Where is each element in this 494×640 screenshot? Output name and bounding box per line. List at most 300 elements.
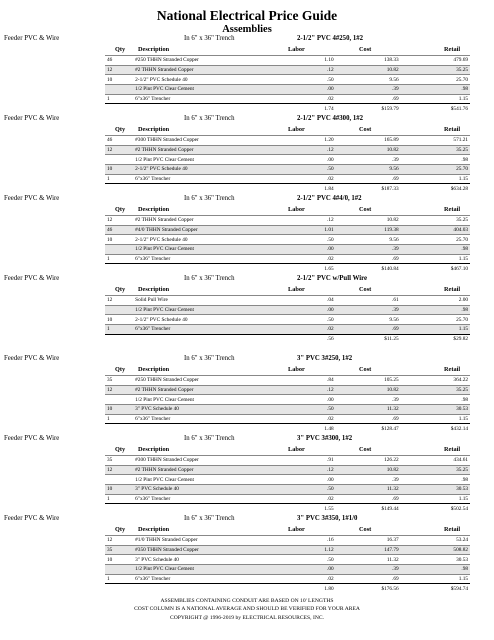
table-row [105,395,470,405]
col-description: Description [138,126,170,133]
total-labor: 1.74 [264,104,335,113]
cell-qty: 1 [105,254,133,264]
col-qty: Qty [115,206,126,213]
items-table [105,215,470,273]
cell-description: 6"x36" Trencher [133,174,264,184]
cell-retail: 1.15 [401,494,470,504]
table-row [105,465,470,475]
section-header [4,274,490,284]
cell-retail: 404.03 [401,225,470,235]
cell-cost: 138.33 [336,56,401,66]
assembly-section [4,114,490,194]
cell-cost: .69 [336,174,401,184]
total-cost: $149.44 [336,504,401,513]
table-row [105,536,470,546]
cell-cost: .39 [336,305,401,315]
cell-description: 1/2 Pint PVC Clear Cement [133,565,264,575]
cell-retail: 1.15 [401,574,470,584]
cell-qty: 1 [105,574,133,584]
section-category: Feeder PVC & Wire [4,355,60,362]
col-qty: Qty [115,446,126,453]
section-header [4,434,490,444]
cell-labor: .12 [264,465,335,475]
col-qty: Qty [115,366,126,373]
cell-description: 6"x36" Trencher [133,574,264,584]
cell-qty: 12 [105,145,133,155]
assembly-name: 2-1/2" PVC w/Pull Wire [297,275,368,282]
table-row [105,485,470,495]
section-trench: In 6" x 36" Trench [184,275,235,282]
cell-description: #1/0 THHN Stranded Copper [133,536,264,546]
cell-labor: .04 [264,296,335,306]
table-row [105,494,470,504]
assembly-section [4,434,490,514]
cell-labor: .02 [264,494,335,504]
cell-description: 6"x36" Trencher [133,414,264,424]
cell-cost: 10.82 [336,145,401,155]
section-category: Feeder PVC & Wire [4,515,60,522]
cell-cost: 11.32 [336,485,401,495]
cell-description: 3" PVC Schedule 40 [133,485,264,495]
cell-retail: 25.70 [401,235,470,245]
cell-qty: 46 [105,136,133,146]
col-qty: Qty [115,526,126,533]
cell-qty: 10 [105,75,133,85]
col-labor: Labor [288,126,305,133]
col-description: Description [138,446,170,453]
cell-labor: 1.20 [264,136,335,146]
table-row [105,555,470,565]
table-row [105,565,470,575]
cell-labor: .02 [264,174,335,184]
total-row [105,504,470,513]
section-category: Feeder PVC & Wire [4,195,60,202]
cell-cost: .69 [336,414,401,424]
cell-qty: 1 [105,414,133,424]
column-headers [4,125,490,135]
cell-retail: 35.25 [401,145,470,155]
col-cost: Cost [359,46,372,53]
cell-qty: 46 [105,225,133,235]
total-retail: $29.82 [401,334,470,343]
cell-description: #2 THHN Stranded Copper [133,465,264,475]
table-row [105,296,470,306]
cell-retail: 364.22 [401,376,470,386]
col-retail: Retail [444,206,461,213]
cell-qty: 12 [105,65,133,75]
cell-description: 1/2 Pint PVC Clear Cement [133,395,264,405]
cell-cost: 165.89 [336,136,401,146]
cell-cost: .69 [336,494,401,504]
cell-qty [105,155,133,165]
cell-labor: .84 [264,376,335,386]
cell-labor: .00 [264,565,335,575]
cell-qty [105,565,133,575]
table-row [105,65,470,75]
col-cost: Cost [359,366,372,373]
assembly-name: 3" PVC 3#300, 1#2 [297,435,353,442]
cell-labor: .00 [264,305,335,315]
cell-qty [105,395,133,405]
cell-retail: 25.70 [401,75,470,85]
cell-retail: 25.70 [401,165,470,175]
cell-labor: .50 [264,405,335,415]
cell-retail: 35.25 [401,465,470,475]
total-row [105,424,470,433]
section-header [4,34,490,44]
cell-qty: 35 [105,545,133,555]
footer-notes [0,597,494,622]
cell-labor: .00 [264,475,335,485]
cell-retail: 2.00 [401,296,470,306]
cell-cost: .61 [336,296,401,306]
total-retail: $594.74 [401,584,470,593]
section-header [4,114,490,124]
cell-description: #4/0 THHN Stranded Copper [133,225,264,235]
cell-qty: 35 [105,376,133,386]
cell-cost: 119.38 [336,225,401,235]
items-table [105,535,470,593]
table-row [105,145,470,155]
section-trench: In 6" x 36" Trench [184,35,235,42]
assembly-section [4,514,490,594]
footer-line: COST COLUMN IS A NATIONAL AVERAGE AND SHOULD BE VERIFIED FOR YOUR AREA [134,606,360,613]
section-header [4,354,490,364]
cell-cost: 9.56 [336,75,401,85]
cell-retail: 479.69 [401,56,470,66]
cell-retail: 508.82 [401,545,470,555]
cell-qty [105,475,133,485]
col-retail: Retail [444,126,461,133]
section-category: Feeder PVC & Wire [4,275,60,282]
items-table [105,455,470,513]
cell-retail: 1.15 [401,94,470,104]
cell-retail: .98 [401,395,470,405]
section-trench: In 6" x 36" Trench [184,195,235,202]
cell-description: 6"x36" Trencher [133,325,264,335]
cell-retail: 30.53 [401,555,470,565]
cell-cost: 16.37 [336,536,401,546]
cell-cost: 9.56 [336,165,401,175]
cell-retail: .98 [401,475,470,485]
items-table [105,135,470,193]
cell-qty: 10 [105,555,133,565]
cell-description: #2 THHN Stranded Copper [133,145,264,155]
col-qty: Qty [115,126,126,133]
col-labor: Labor [288,446,305,453]
col-cost: Cost [359,126,372,133]
cell-retail: .98 [401,245,470,255]
cell-cost: .39 [336,475,401,485]
col-labor: Labor [288,366,305,373]
cell-cost: 10.82 [336,385,401,395]
assembly-name: 3" PVC 3#350, 1#1/0 [297,515,358,522]
column-headers [4,205,490,215]
cell-cost: .69 [336,325,401,335]
cell-description: 2-1/2" PVC Schedule 40 [133,235,264,245]
cell-cost: .39 [336,395,401,405]
cell-description: #2 THHN Stranded Copper [133,385,264,395]
cell-qty: 1 [105,94,133,104]
assembly-name: 2-1/2" PVC 4#300, 1#2 [297,115,364,122]
total-labor: 1.55 [264,504,335,513]
col-description: Description [138,46,170,53]
cell-labor: .12 [264,216,335,226]
cell-cost: .69 [336,254,401,264]
cell-retail: 30.53 [401,485,470,495]
items-table [105,375,470,433]
cell-labor: 1.10 [264,56,335,66]
table-row [105,545,470,555]
cell-labor: .02 [264,254,335,264]
cell-retail: .98 [401,155,470,165]
table-row [105,414,470,424]
table-row [105,385,470,395]
section-category: Feeder PVC & Wire [4,115,60,122]
section-trench: In 6" x 36" Trench [184,355,235,362]
cell-retail: 1.15 [401,325,470,335]
total-labor: 1.84 [264,184,335,193]
cell-labor: .00 [264,245,335,255]
cell-labor: .50 [264,485,335,495]
cell-retail: .98 [401,305,470,315]
cell-labor: .12 [264,385,335,395]
assembly-section [4,354,490,434]
footer-line: ASSEMBLIES CONTAINING CONDUIT ARE BASED ON 10' LENGTHS [160,598,334,604]
section-header [4,194,490,204]
cell-retail: 25.70 [401,315,470,325]
cell-description: 2-1/2" PVC Schedule 40 [133,75,264,85]
cell-labor: .12 [264,145,335,155]
total-retail: $432.14 [401,424,470,433]
total-labor: 1.65 [264,264,335,273]
table-row [105,174,470,184]
cell-description: 1/2 Pint PVC Clear Cement [133,245,264,255]
table-row [105,325,470,335]
table-row [105,235,470,245]
col-retail: Retail [444,46,461,53]
cell-qty: 46 [105,56,133,66]
cell-description: 1/2 Pint PVC Clear Cement [133,155,264,165]
cell-labor: .16 [264,536,335,546]
cell-cost: .39 [336,85,401,95]
cell-cost: 9.56 [336,235,401,245]
total-cost: $187.33 [336,184,401,193]
assembly-name: 3" PVC 3#250, 1#2 [297,355,353,362]
total-labor: 1.80 [264,584,335,593]
col-description: Description [138,366,170,373]
cell-labor: .50 [264,315,335,325]
cell-retail: 1.15 [401,254,470,264]
cell-qty: 10 [105,235,133,245]
cell-qty: 10 [105,165,133,175]
cell-labor: .12 [264,65,335,75]
cell-labor: .00 [264,85,335,95]
total-labor: .56 [264,334,335,343]
section-category: Feeder PVC & Wire [4,35,60,42]
cell-description: 2-1/2" PVC Schedule 40 [133,165,264,175]
table-row [105,165,470,175]
assembly-name: 2-1/2" PVC 4#250, 1#2 [297,35,364,42]
page-subtitle: Assemblies [222,24,272,35]
assembly-section [4,34,490,114]
cell-labor: .00 [264,395,335,405]
col-retail: Retail [444,366,461,373]
cell-cost: 10.82 [336,465,401,475]
table-row [105,245,470,255]
cell-qty: 12 [105,296,133,306]
cell-description: 1/2 Pint PVC Clear Cement [133,475,264,485]
column-headers [4,45,490,55]
cell-qty: 12 [105,536,133,546]
items-table [105,55,470,113]
total-cost: $140.84 [336,264,401,273]
col-description: Description [138,526,170,533]
table-row [105,475,470,485]
column-headers [4,365,490,375]
table-row [105,94,470,104]
table-row [105,216,470,226]
total-row [105,184,470,193]
cell-cost: .39 [336,155,401,165]
cell-cost: 9.56 [336,315,401,325]
total-cost: $128.47 [336,424,401,433]
cell-retail: 571.21 [401,136,470,146]
total-retail: $634.28 [401,184,470,193]
cell-retail: .98 [401,565,470,575]
cell-labor: 1.12 [264,545,335,555]
col-labor: Labor [288,526,305,533]
cell-labor: 1.01 [264,225,335,235]
cell-cost: .69 [336,574,401,584]
cell-labor: .02 [264,94,335,104]
total-row [105,264,470,273]
cell-qty [105,245,133,255]
col-cost: Cost [359,446,372,453]
table-row [105,75,470,85]
section-trench: In 6" x 36" Trench [184,515,235,522]
cell-description: #2 THHN Stranded Copper [133,65,264,75]
cell-labor: .02 [264,574,335,584]
page-title: National Electrical Price Guide [156,8,338,23]
cell-cost: 105.25 [336,376,401,386]
table-row [105,305,470,315]
cell-retail: 35.25 [401,385,470,395]
column-headers [4,525,490,535]
col-description: Description [138,206,170,213]
cell-retail: 53.24 [401,536,470,546]
cell-qty: 12 [105,216,133,226]
items-table [105,295,470,343]
section-header [4,514,490,524]
table-row [105,136,470,146]
cell-qty: 35 [105,456,133,466]
cell-retail: 35.25 [401,65,470,75]
cell-description: 6"x36" Trencher [133,254,264,264]
cell-retail: .98 [401,85,470,95]
table-row [105,56,470,66]
cell-description: 1/2 Pint PVC Clear Cement [133,305,264,315]
cell-description: 6"x36" Trencher [133,94,264,104]
cell-qty: 12 [105,465,133,475]
cell-description: Solid Pull Wire [133,296,264,306]
cell-cost: 11.32 [336,405,401,415]
col-labor: Labor [288,286,305,293]
cell-description: #300 THHN Stranded Copper [133,136,264,146]
total-cost: $176.56 [336,584,401,593]
col-retail: Retail [444,526,461,533]
table-row [105,155,470,165]
total-row [105,334,470,343]
table-row [105,85,470,95]
total-row [105,104,470,113]
cell-labor: .00 [264,155,335,165]
cell-qty: 10 [105,485,133,495]
cell-retail: 1.15 [401,174,470,184]
cell-cost: .39 [336,245,401,255]
cell-labor: .50 [264,555,335,565]
cell-qty [105,85,133,95]
cell-qty: 1 [105,494,133,504]
col-retail: Retail [444,446,461,453]
cell-cost: 126.22 [336,456,401,466]
section-trench: In 6" x 36" Trench [184,115,235,122]
table-row [105,225,470,235]
cell-labor: .50 [264,235,335,245]
total-row [105,584,470,593]
cell-labor: .91 [264,456,335,466]
cell-cost: .69 [336,94,401,104]
assembly-section [4,194,490,274]
cell-description: 3" PVC Schedule 40 [133,555,264,565]
col-cost: Cost [359,206,372,213]
col-labor: Labor [288,206,305,213]
assembly-section [4,274,490,354]
table-row [105,315,470,325]
table-row [105,574,470,584]
column-headers [4,445,490,455]
cell-retail: 30.53 [401,405,470,415]
cell-qty: 10 [105,405,133,415]
cell-description: #250 THHN Stranded Copper [133,56,264,66]
total-cost: $11.25 [336,334,401,343]
cell-cost: 10.82 [336,65,401,75]
cell-labor: .50 [264,75,335,85]
table-row [105,254,470,264]
col-labor: Labor [288,46,305,53]
cell-retail: 1.15 [401,414,470,424]
col-description: Description [138,286,170,293]
cell-qty: 1 [105,325,133,335]
cell-qty: 1 [105,174,133,184]
total-retail: $467.10 [401,264,470,273]
cell-labor: .50 [264,165,335,175]
total-retail: $502.54 [401,504,470,513]
cell-retail: 35.25 [401,216,470,226]
cell-qty: 12 [105,385,133,395]
cell-description: #2 THHN Stranded Copper [133,216,264,226]
section-category: Feeder PVC & Wire [4,435,60,442]
assembly-sections [4,34,490,594]
total-cost: $159.79 [336,104,401,113]
cell-description: #250 THHN Stranded Copper [133,376,264,386]
cell-description: #350 THHN Stranded Copper [133,545,264,555]
cell-cost: 11.32 [336,555,401,565]
cell-description: #300 THHN Stranded Copper [133,456,264,466]
col-qty: Qty [115,46,126,53]
cell-cost: .39 [336,565,401,575]
assembly-name: 2-1/2" PVC 4#4/0, 1#2 [297,195,362,202]
